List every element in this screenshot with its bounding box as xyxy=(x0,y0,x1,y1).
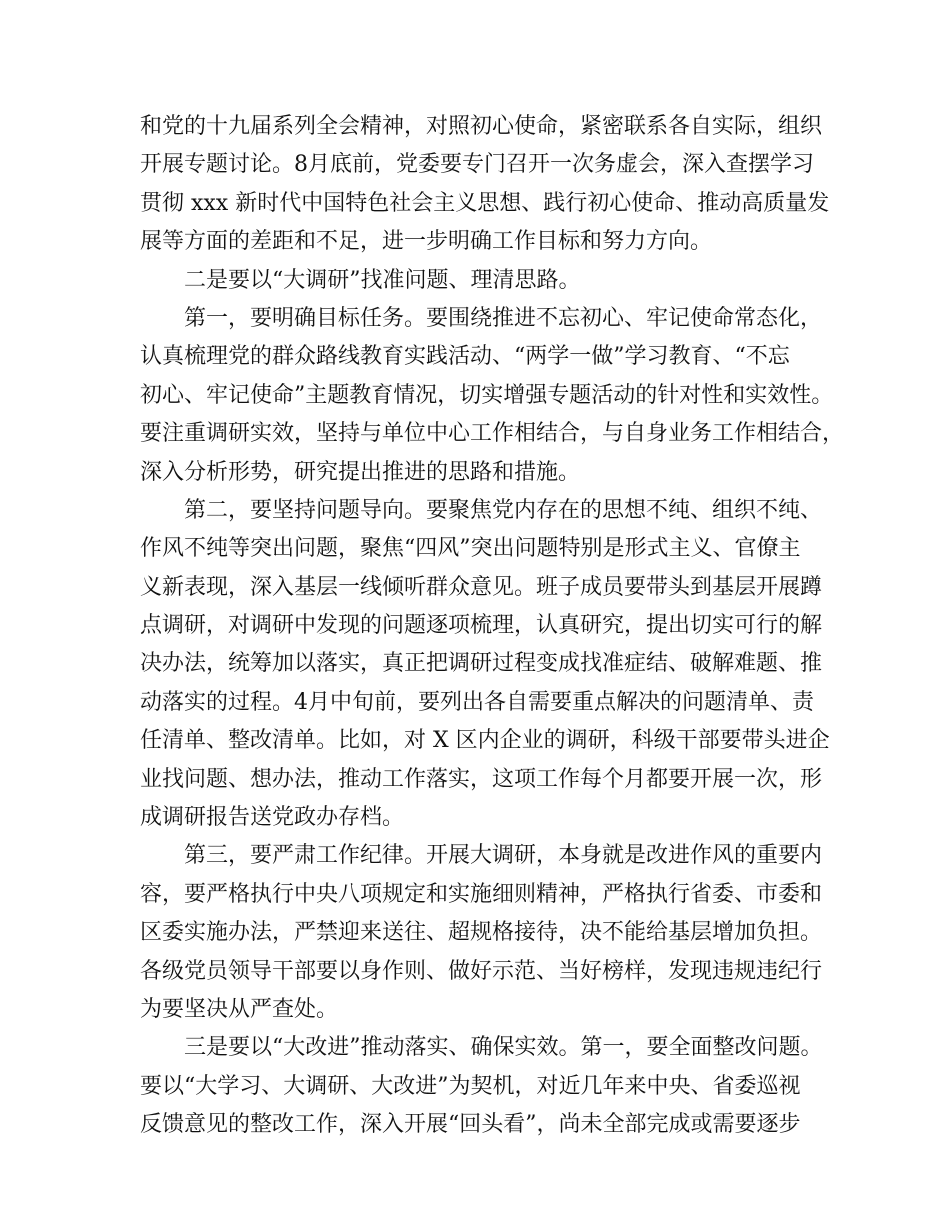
text-line: 成调研报告送党政办存档。 xyxy=(140,805,405,831)
text-line: 要注重调研实效，坚持与单位中心工作相结合，与自身业务工作相结合， xyxy=(140,421,845,447)
text-line: 第三，要严肃工作纪律。开展大调研，本身就是改进作风的重要内 xyxy=(140,843,823,869)
text-line: 作风不纯等突出问题，聚焦“四风”突出问题特别是形式主义、官僚主 xyxy=(140,536,801,562)
text-line: 第一，要明确目标任务。要围绕推进不忘初心、牢记使命常态化， xyxy=(140,305,823,331)
text-line: 义新表现，深入基层一线倾听群众意见。班子成员要带头到基层开展蹲 xyxy=(140,574,823,600)
text-line: 和党的十九届系列全会精神，对照初心使命，紧密联系各自实际，组织 xyxy=(140,114,823,139)
text-line: 点调研，对调研中发现的问题逐项梳理，认真研究，提出切实可行的解 xyxy=(140,613,823,639)
text-line: 认真梳理党的群众路线教育实践活动、“两学一做”学习教育、“不忘 xyxy=(140,344,790,370)
text-line: 任清单、整改清单。比如，对 X 区内企业的调研，科级干部要带头进企 xyxy=(140,728,830,754)
text-line: 三是要以“大改进”推动落实、确保实效。第一，要全面整改问题。 xyxy=(140,1035,823,1061)
text-line: 动落实的过程。4月中旬前，要列出各自需要重点解决的问题清单、责 xyxy=(140,689,814,715)
text-line: 二是要以“大调研”找准问题、理清思路。 xyxy=(140,267,581,293)
text-line: 要以“大学习、大调研、大改进”为契机，对近几年来中央、省委巡视 xyxy=(140,1073,801,1099)
text-line: 展等方面的差距和不足，进一步明确工作目标和努力方向。 xyxy=(140,229,713,255)
text-line: 各级党员领导干部要以身作则、做好示范、当好榜样，发现违规违纪行 xyxy=(140,958,823,984)
text-line: 容，要严格执行中央八项规定和实施细则精神，严格执行省委、市委和 xyxy=(140,881,823,907)
text-line: 反馈意见的整改工作，深入开展“回头看”，尚未全部完成或需要逐步 xyxy=(140,1112,801,1138)
text-line: 贯彻 xxx 新时代中国特色社会主义思想、践行初心使命、推动高质量发 xyxy=(140,190,830,216)
text-line: 第二，要坚持问题导向。要聚焦党内存在的思想不纯、组织不纯、 xyxy=(140,497,823,523)
body-text xyxy=(140,108,845,1145)
text-line: 决办法，统筹加以落实，真正把调研过程变成找准症结、破解难题、推 xyxy=(140,651,823,677)
text-line: 区委实施办法，严禁迎来送往、超规格接待，决不能给基层增加负担。 xyxy=(140,920,823,946)
text-line: 为要坚决从严查处。 xyxy=(140,996,339,1022)
text-line: 业找问题、想办法，推动工作落实，这项工作每个月都要开展一次，形 xyxy=(140,766,823,792)
text-line: 初心、牢记使命”主题教育情况，切实增强专题活动的针对性和实效性。 xyxy=(140,382,834,408)
text-line: 开展专题讨论。8月底前，党委要专门召开一次务虚会，深入查摆学习 xyxy=(140,152,814,178)
text-line: 深入分析形势，研究提出推进的思路和措施。 xyxy=(140,459,581,485)
